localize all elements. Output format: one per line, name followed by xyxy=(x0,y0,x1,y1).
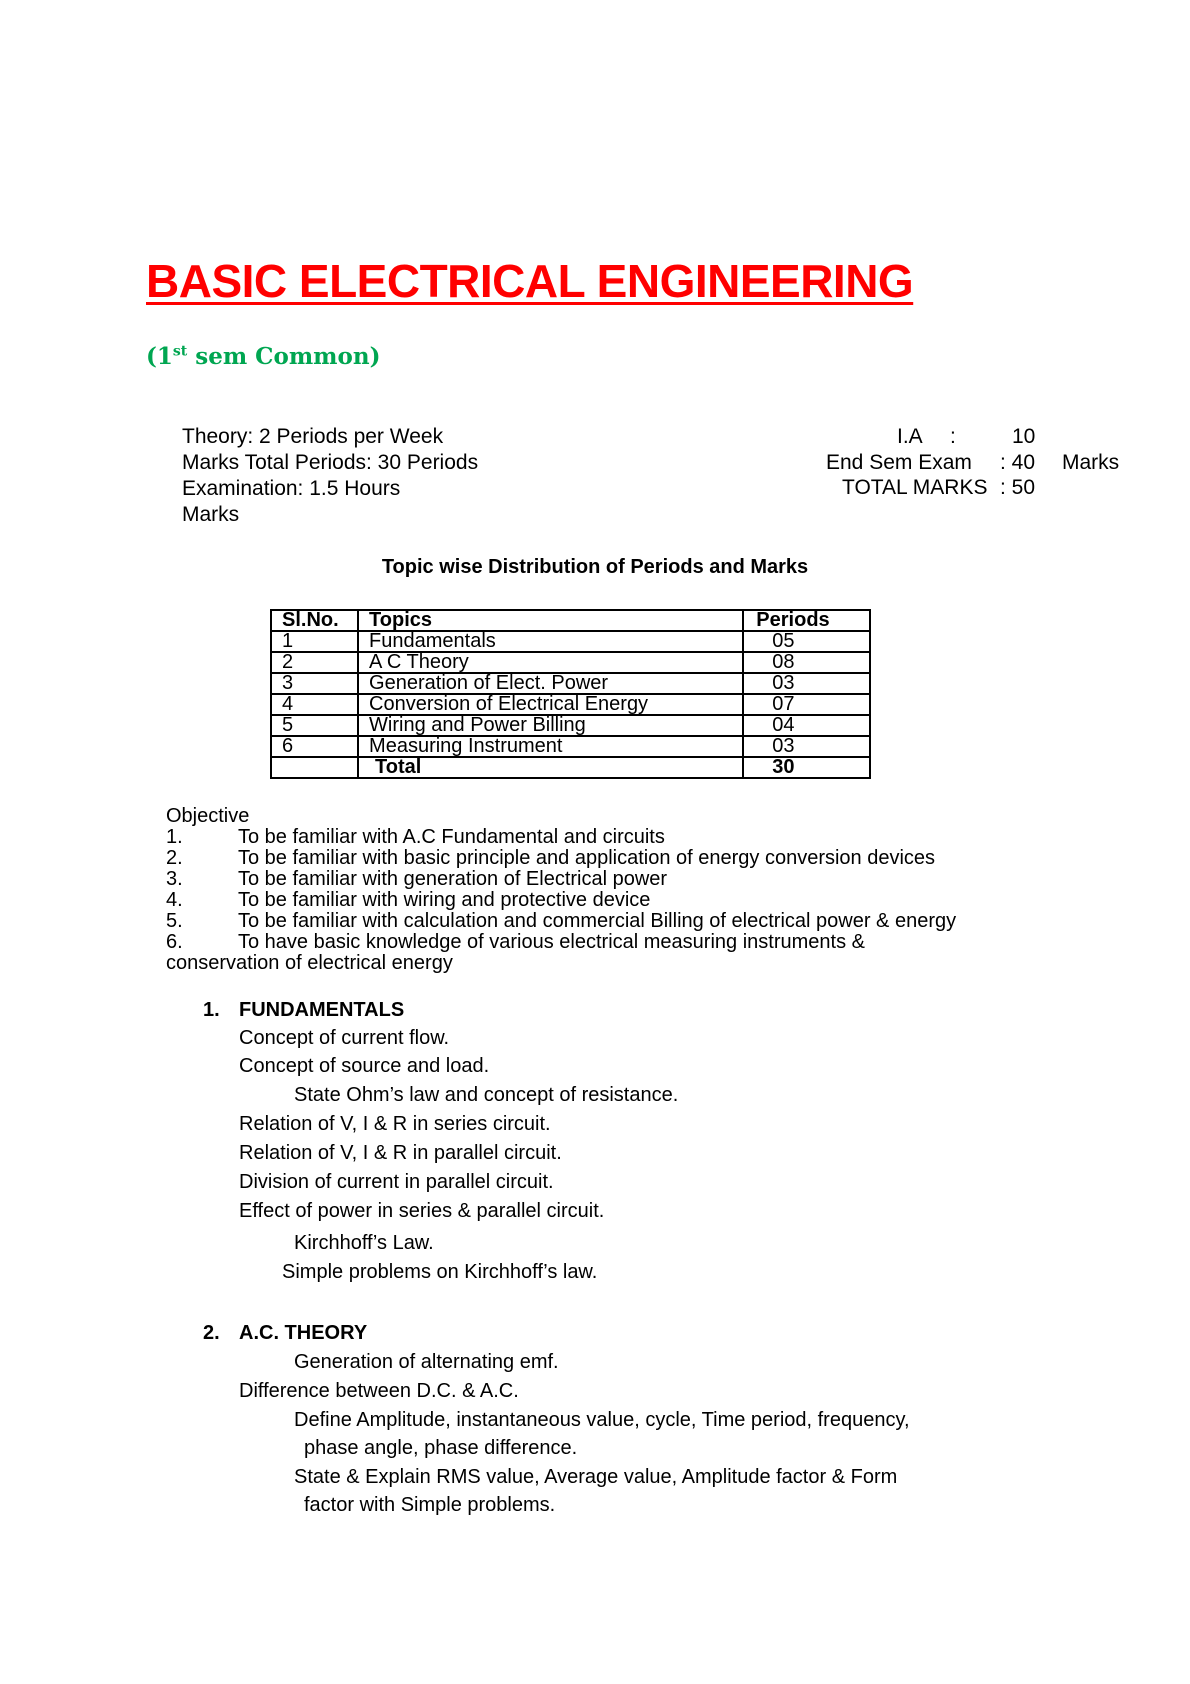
info-total-periods: Marks Total Periods: 30 Periods xyxy=(182,451,479,474)
cell-periods: 03 xyxy=(743,736,870,757)
objective-item xyxy=(166,848,956,869)
section-1-line: State Ohm’s law and concept of resistance. xyxy=(294,1084,679,1106)
cell-empty xyxy=(271,757,358,778)
ia-value: 10 xyxy=(1012,425,1036,448)
objective-item xyxy=(166,827,956,848)
table-row xyxy=(271,652,870,673)
cell-topic: A C Theory xyxy=(358,652,743,673)
objective-text: To be familiar with basic principle and application of energy conversion devices xyxy=(238,847,936,869)
table-total-row xyxy=(271,757,870,778)
cell-topic: Generation of Elect. Power xyxy=(358,673,743,694)
section-2-line: Generation of alternating emf. xyxy=(294,1351,559,1373)
subtitle-pre: (1 xyxy=(146,343,173,370)
cell-slno: 1 xyxy=(271,631,358,652)
section-1-title: FUNDAMENTALS xyxy=(239,999,405,1021)
table-row xyxy=(271,631,870,652)
objective-text: To be familiar with calculation and commercial Billing of electrical power & energy xyxy=(238,910,957,932)
header-topics: Topics xyxy=(358,610,743,631)
total-label: Total xyxy=(358,757,743,778)
objective-num: 5. xyxy=(166,910,183,932)
objective-heading: Objective xyxy=(166,805,250,827)
objective-item xyxy=(166,932,956,953)
ia-sep: : xyxy=(950,425,956,448)
cell-periods: 08 xyxy=(743,652,870,673)
table-row xyxy=(271,736,870,757)
cell-periods: 07 xyxy=(743,694,870,715)
section-2-line: Difference between D.C. & A.C. xyxy=(239,1380,519,1402)
cell-topic: Measuring Instrument xyxy=(358,736,743,757)
objective-item xyxy=(166,869,956,890)
table-header-row xyxy=(271,610,870,631)
distribution-table xyxy=(270,609,871,779)
objective-num: 1. xyxy=(166,826,183,848)
section-1-line: Kirchhoff’s Law. xyxy=(294,1232,434,1254)
header-slno: Sl.No. xyxy=(271,610,358,631)
document-subtitle xyxy=(146,343,380,370)
objective-text: To be familiar with wiring and protective device xyxy=(238,889,651,911)
cell-topic: Conversion of Electrical Energy xyxy=(358,694,743,715)
section-1-line: Simple problems on Kirchhoff’s law. xyxy=(282,1261,598,1283)
objective-num: 2. xyxy=(166,847,183,869)
table-heading: Topic wise Distribution of Periods and Marks xyxy=(381,556,809,578)
objective-text: To be familiar with generation of Electrical power xyxy=(238,868,668,890)
objective-num: 3. xyxy=(166,868,183,890)
section-1-line: Concept of source and load. xyxy=(239,1055,490,1077)
subtitle-post: sem Common) xyxy=(187,343,381,370)
section-1-number: 1. xyxy=(203,999,220,1021)
section-2-title: A.C. THEORY xyxy=(239,1322,368,1344)
section-2-line: phase angle, phase difference. xyxy=(304,1437,578,1459)
total-marks-label: TOTAL MARKS xyxy=(842,476,988,499)
header-periods: Periods xyxy=(743,610,870,631)
section-2-line: factor with Simple problems. xyxy=(304,1494,556,1516)
section-1-line: Effect of power in series & parallel circuit. xyxy=(239,1200,605,1222)
cell-slno: 5 xyxy=(271,715,358,736)
section-1-line: Division of current in parallel circuit. xyxy=(239,1171,554,1193)
end-sem-unit: Marks xyxy=(1062,451,1120,474)
objective-block xyxy=(166,806,956,974)
info-left xyxy=(182,424,478,528)
section-1-line: Relation of V, I & R in parallel circuit. xyxy=(239,1142,562,1164)
cell-slno: 4 xyxy=(271,694,358,715)
cell-periods: 03 xyxy=(743,673,870,694)
info-examination: Examination: 1.5 Hours xyxy=(182,477,401,500)
end-sem-label: End Sem Exam xyxy=(826,451,972,474)
table-row xyxy=(271,673,870,694)
objective-text: To have basic knowledge of various electrical measuring instruments & xyxy=(238,931,865,953)
section-1-line: Relation of V, I & R in series circuit. xyxy=(239,1113,551,1135)
section-2-line: Define Amplitude, instantaneous value, cycle, Time period, frequency, xyxy=(294,1409,910,1431)
objective-item xyxy=(166,890,956,911)
cell-topic: Fundamentals xyxy=(358,631,743,652)
cell-slno: 6 xyxy=(271,736,358,757)
document-title: BASIC ELECTRICAL ENGINEERING xyxy=(146,255,914,307)
section-2-number: 2. xyxy=(203,1322,220,1344)
objective-num: 6. xyxy=(166,931,183,953)
ia-label: I.A xyxy=(897,425,923,448)
total-marks-value: : 50 xyxy=(1000,476,1036,499)
section-1-line: Concept of current flow. xyxy=(239,1027,450,1049)
objective-text: To be familiar with A.C Fundamental and circuits xyxy=(238,826,665,848)
cell-periods: 04 xyxy=(743,715,870,736)
table-row xyxy=(271,694,870,715)
cell-slno: 3 xyxy=(271,673,358,694)
end-sem-value: : 40 xyxy=(1000,451,1036,474)
table-row xyxy=(271,715,870,736)
cell-topic: Wiring and Power Billing xyxy=(358,715,743,736)
subtitle-sup: st xyxy=(172,343,188,360)
info-theory: Theory: 2 Periods per Week xyxy=(182,425,444,448)
objective-item xyxy=(166,911,956,932)
total-value: 30 xyxy=(743,757,870,778)
objective-num: 4. xyxy=(166,889,183,911)
section-2-line: State & Explain RMS value, Average value, Amplitude factor & Form xyxy=(294,1466,898,1488)
objective-continuation: conservation of electrical energy xyxy=(166,952,453,974)
cell-periods: 05 xyxy=(743,631,870,652)
info-marks: Marks xyxy=(182,503,240,526)
cell-slno: 2 xyxy=(271,652,358,673)
